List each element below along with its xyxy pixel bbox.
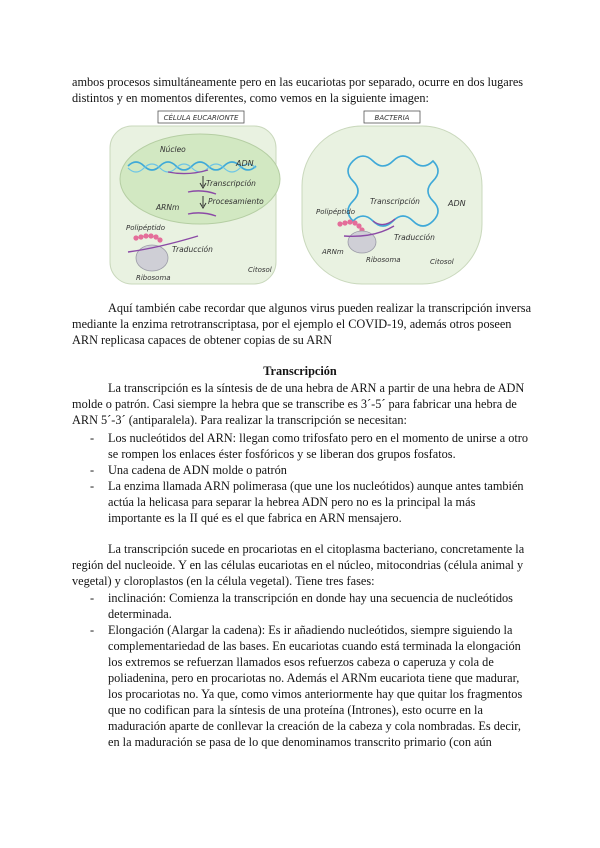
para2-line-2: molde o patrón. Casi siempre la hebra que se transcribe es 3´-5´ para fabricar una hebra de xyxy=(72,397,517,411)
euk-label-nucleo: Núcleo xyxy=(160,145,186,154)
bacteria-cell xyxy=(302,111,482,284)
eukaryote-title: CÉLULA EUCARIONTE xyxy=(163,114,239,122)
para3-line-2: región del nucleoide. Y en las células eucariotas en el núcleo, mitocondrias (célula animal y xyxy=(72,558,524,572)
list2-item-2f: que no codifican para la síntesis de una proteína (Intrones), esto ocurre en la xyxy=(108,703,483,717)
euk-label-adn: ADN xyxy=(236,159,254,168)
eukaryote-cell xyxy=(110,111,280,284)
list1-dash-1: - xyxy=(90,431,95,445)
bacteria-title: BACTERIA xyxy=(374,114,410,122)
para1-line-2: mediante la enzima retrotranscriptasa, por el ejemplo el COVID-19, además otros poseen xyxy=(72,317,512,331)
bac-label-citosol: Citosol xyxy=(430,258,454,266)
list2-dash-1: - xyxy=(90,591,95,605)
list1-item-1b: se rompen los enlaces éster fosfóricos y se liberan dos grupos fosfatos. xyxy=(108,447,456,461)
bac-label-traduccion: Traducción xyxy=(394,233,435,242)
euk-label-traduccion: Traducción xyxy=(172,245,213,254)
intro-line-1: ambos procesos simultáneamente pero en las eucariotas por separado, ocurre en dos lugares xyxy=(72,75,524,89)
list2-item-1a: inclinación: Comienza la transcripción en donde hay una secuencia de nucleótidos xyxy=(108,591,513,605)
para2-line-3: ARN 5´-3´ (antiparalela). Para realizar la transcripción se necesitan: xyxy=(72,413,407,427)
para2-line-1: La transcripción es la síntesis de de una hebra de ARN a partir de una hebra de ADN xyxy=(108,381,525,395)
bac-label-polipeptido: Polipéptido xyxy=(316,208,356,216)
transcription-figure xyxy=(108,106,484,286)
list2-item-2h: en la maduración se pasa de lo que denominamos transcrito primario (con aún xyxy=(108,735,492,749)
para1-line-3: ARN replicasa capaces de obtener copias de su ARN xyxy=(72,333,333,347)
list1-dash-3: - xyxy=(90,479,95,493)
para3-line-3: vegetal) y cloroplastos (en la célula vegetal). Tiene tres fases: xyxy=(72,574,375,588)
intro-line-2: distintos y en momentos diferentes, como vemos en la siguiente imagen: xyxy=(72,91,429,105)
list1-item-3c: importante es la II qué es el que fabrica en ARN mensajero. xyxy=(108,511,402,525)
list2-item-2g: maduración aparte de conllevar la creación de la cabeza y cola nombradas. Es decir, xyxy=(108,719,521,733)
list2-item-2c: los extremos se refuerzan llamados esos refuerzos cabeza o caperuza y cola de xyxy=(108,655,494,669)
euk-label-ribosoma: Ribosoma xyxy=(136,274,171,282)
list2-item-2b: complementariedad de las bases. En eucariotas cuando está terminada la elongación xyxy=(108,639,521,653)
bac-label-adn: ADN xyxy=(448,199,466,208)
list1-dash-2: - xyxy=(90,463,95,477)
para3-line-1: La transcripción sucede en procariotas en el citoplasma bacteriano, concretamente la xyxy=(108,542,525,556)
section-heading: Transcripción xyxy=(263,364,337,378)
euk-label-arnm: ARNm xyxy=(156,203,180,212)
euk-ribosome xyxy=(136,245,168,271)
list2-item-2e: los procariotas no. Ya que, como vimos anteriormente hay que quitar los fragmentos xyxy=(108,687,523,701)
euk-label-procesamiento: Procesamiento xyxy=(208,197,264,206)
bac-label-transcripcion: Transcripción xyxy=(370,197,420,206)
nucleus xyxy=(120,134,280,224)
list1-item-1a: Los nucleótidos del ARN: llegan como trifosfato pero en el momento de unirse a otro xyxy=(108,431,529,445)
euk-label-polipeptido: Polipéptido xyxy=(126,224,166,232)
list1-item-3a: La enzima llamada ARN polimerasa (que une los nucleótidos) aunque antes también xyxy=(108,479,524,493)
list2-item-1b: determinada. xyxy=(108,607,172,621)
list1-item-2: Una cadena de ADN molde o patrón xyxy=(108,463,287,477)
list1-item-3b: actúa la helicasa para separar la hebrea ADN pero no es la principal la más xyxy=(108,495,476,509)
list2-dash-2: - xyxy=(90,623,95,637)
bac-label-ribosoma: Ribosoma xyxy=(366,256,401,264)
euk-label-citosol: Citosol xyxy=(248,266,272,274)
bac-label-arnm: ARNm xyxy=(322,248,344,256)
para1-line-1: Aquí también cabe recordar que algunos virus pueden realizar la transcripción inversa xyxy=(108,301,532,315)
list2-item-2a: Elongación (Alargar la cadena): Es ir añadiendo nucleótidos, siempre siguiendo la xyxy=(108,623,513,637)
list2-item-2d: poliadenina, pero en procariotas no. Además el ARNm eucariota tiene que madurar, xyxy=(108,671,520,685)
euk-label-transcripcion: Transcripción xyxy=(206,179,256,188)
